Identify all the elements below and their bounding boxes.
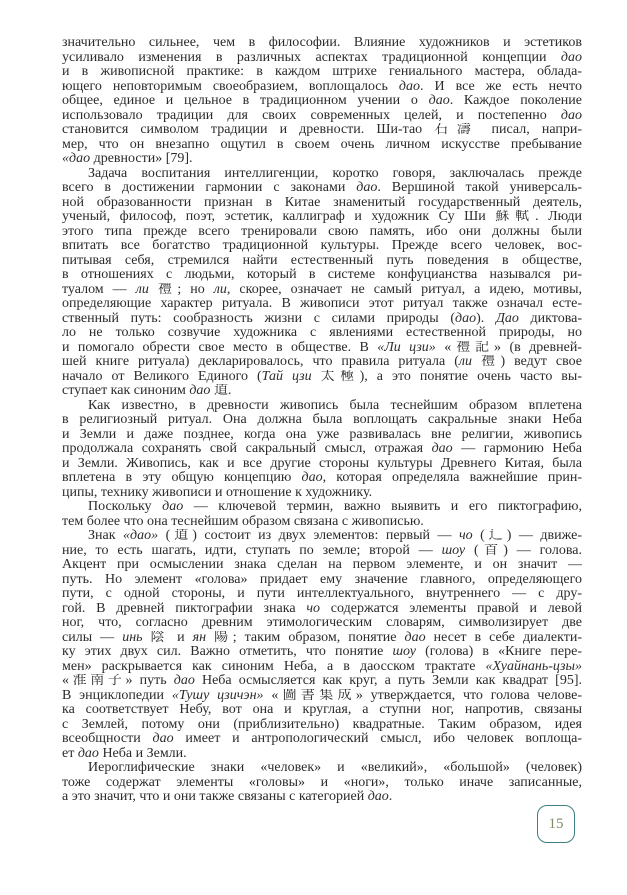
- text-run: тоже содержат элементы «головы» и «ноги», только иначе записанные,: [62, 775, 582, 790]
- text-run: — гармонию Неба: [452, 442, 582, 456]
- text-run: мер, что он внезапно ощутил в своем очень личном искусстве пребывание: [62, 137, 582, 152]
- italic-term: дао: [367, 790, 389, 804]
- italic-term: дао: [356, 181, 378, 195]
- italic-term: дао: [162, 500, 184, 514]
- italic-term: шоу: [441, 543, 466, 558]
- text-run: пути, с одной стороны, и пути интеллектуального, внутреннего — с дру-: [62, 587, 582, 601]
- text-run: Поскольку: [88, 500, 163, 514]
- text-run: Знак: [88, 529, 124, 543]
- text-run: ног, что, согласно древним этимологическим словарям, символизирует две: [62, 616, 582, 630]
- text-line: [62, 94, 582, 109]
- italic-term: дао: [560, 108, 582, 123]
- italic-term: «дао»: [123, 529, 159, 543]
- italic-term: дао: [77, 746, 99, 761]
- text-run: всеобщности: [62, 732, 153, 746]
- text-line: [62, 225, 582, 240]
- text-line: [62, 442, 582, 457]
- body-text: [62, 36, 582, 805]
- italic-term: «Ли цзи»: [377, 340, 436, 355]
- text-run: впитать все богатство традиционной культуры. Прежде всего человек, вос-: [62, 239, 582, 253]
- italic-term: ли: [135, 282, 149, 297]
- text-run: а это значит, что и они также связаны с категорией: [62, 790, 368, 804]
- text-run: ственный путь: сообразность жизни с силами природы (: [62, 311, 456, 326]
- text-run: имеет и антропологический смысл, ибо человек воплоща-: [173, 732, 582, 746]
- text-run: ученый, философ, поэт, эстетик, каллиграф и художник Су Ши 蘇軾. Люди: [62, 210, 582, 224]
- text-line: [62, 500, 582, 515]
- text-line: [62, 283, 582, 298]
- text-line: [62, 428, 582, 443]
- text-run: ющего неповторимым своеобразием, воплощалось: [62, 79, 399, 94]
- text-line: [62, 471, 582, 486]
- text-line: [62, 587, 582, 602]
- italic-term: Тай цзи: [261, 369, 312, 384]
- text-run: 陰 и: [142, 630, 193, 645]
- text-run: 禮) ведут свое: [471, 355, 582, 369]
- text-run: диктова-: [518, 311, 582, 326]
- text-line: [62, 515, 582, 530]
- text-run: .: [388, 790, 393, 804]
- text-run: «淮南子» путь: [62, 674, 174, 688]
- italic-term: чо: [306, 601, 321, 616]
- text-line: [62, 80, 582, 95]
- text-run: . Вершиной такой универсаль-: [377, 181, 582, 195]
- text-run: шей книге ритуала) декларировалось, что правила ритуала (: [62, 355, 459, 369]
- text-line: [62, 268, 582, 283]
- text-run: становится символом традиции и древности. Ши-тао 石濤 писал, напри-: [62, 123, 582, 137]
- text-run: «禮記» (в древней-: [435, 340, 582, 355]
- text-run: значительно сильнее, чем в философии. Влияние художников и эстетиков: [62, 36, 582, 50]
- text-run: тем более что она теснейшим образом связана с живописью.: [62, 514, 424, 529]
- text-run: Акцент при осмыслении знака сделан на первом элементе, и он значит —: [62, 558, 582, 572]
- text-line: [62, 138, 582, 153]
- text-line: [62, 747, 582, 762]
- italic-term: чо: [459, 529, 473, 543]
- italic-term: «дао: [62, 152, 91, 166]
- italic-term: дао: [152, 732, 174, 746]
- paragraph: [62, 500, 582, 529]
- text-run: ).: [476, 311, 496, 326]
- italic-term: дао: [431, 442, 453, 456]
- text-run: Неба и Земли.: [98, 746, 187, 761]
- page-number: 15: [548, 815, 564, 832]
- text-line: [62, 312, 582, 327]
- text-line: [62, 152, 582, 167]
- italic-term: ли: [458, 355, 472, 369]
- italic-term: ян: [192, 630, 207, 645]
- italic-term: дао: [404, 630, 426, 645]
- text-run: Как известно, в древности живопись была теснейшим образом вплетена: [88, 398, 582, 413]
- italic-term: «Хуайнань-цзы»: [485, 659, 582, 674]
- text-line: [62, 399, 582, 414]
- text-line: [62, 573, 582, 588]
- paragraph: [62, 399, 582, 501]
- text-run: ципы, технику живописи и отношение к художнику.: [62, 485, 373, 500]
- text-run: 太極), а это понятие очень часто вы-: [311, 369, 582, 384]
- text-run: — ключевой термин, важно выявить и его пиктографию,: [183, 500, 582, 514]
- text-line: [62, 413, 582, 428]
- text-run: древности» [79].: [90, 152, 193, 166]
- text-line: [62, 616, 582, 631]
- text-run: силы —: [62, 630, 123, 645]
- text-run: ло не только созвучие художника с явлениями естественной природы, но: [62, 326, 582, 340]
- text-run: Иероглифические знаки «человек» и «великий», «большой» (человек): [88, 761, 582, 775]
- text-run: и Земли. Живопись, как и все другие стороны культуры Древнего Китая, была: [62, 456, 582, 471]
- text-line: [62, 109, 582, 124]
- text-run: вплетена в эту общую концепцию: [62, 471, 302, 485]
- text-line: [62, 123, 582, 138]
- text-line: [62, 631, 582, 646]
- paragraph: [62, 167, 582, 399]
- italic-term: дао: [455, 311, 477, 326]
- text-line: [62, 544, 582, 559]
- italic-term: дао: [189, 384, 211, 398]
- text-run: (辶) — движе-: [472, 529, 582, 543]
- paragraph: [62, 761, 582, 805]
- text-run: использовало традиции для своих современных целей, и постепенно: [62, 108, 561, 123]
- page-number-badge: [537, 805, 575, 843]
- text-run: ной образованности признан в Китае знаменитый государственный деятель,: [62, 195, 582, 210]
- italic-term: Дао: [495, 311, 519, 326]
- text-line: [62, 196, 582, 211]
- text-run: этого типа прежде всего тренировали свою память, ибо они должны были: [62, 224, 582, 239]
- text-run: питывая себя, стремился найти естественный путь поведения в обществе,: [62, 253, 582, 268]
- text-run: (首) — голова.: [465, 543, 582, 558]
- text-run: гой. В древней пиктографии знака: [62, 601, 307, 616]
- text-line: [62, 689, 582, 704]
- text-line: [62, 558, 582, 573]
- text-line: [62, 181, 582, 196]
- text-run: «圖書集成» утверждается, что голова челове-: [263, 688, 582, 703]
- text-line: [62, 36, 582, 51]
- text-run: и в живописной практике: в каждом штрихе гениального мастера, облада-: [62, 65, 582, 79]
- text-line: [62, 51, 582, 66]
- text-run: (道) состоит из двух элементов: первый —: [158, 529, 459, 543]
- italic-term: дао: [560, 50, 582, 65]
- text-run: продолжала сохранять свой сакральный смысл, отражая: [62, 442, 432, 456]
- text-line: [62, 326, 582, 341]
- text-line: [62, 384, 582, 399]
- text-run: В энциклопедии: [62, 688, 172, 703]
- text-run: ступает как синоним: [62, 384, 190, 398]
- paragraph: [62, 529, 582, 761]
- text-run: и помогало обрести свое место в обществе. В: [62, 340, 378, 355]
- text-run: мен» раскрывается как синоним Неба, а в даосском трактате: [62, 659, 486, 674]
- text-run: несет в себе диалекти-: [425, 630, 582, 645]
- text-run: 陽; таким образом, понятие: [206, 630, 405, 645]
- text-line: [62, 341, 582, 356]
- text-run: . Каждое поколение: [449, 94, 582, 108]
- text-line: [62, 210, 582, 225]
- text-run: туалом —: [62, 282, 136, 297]
- text-run: , которая определяла важнейшие прин-: [322, 471, 582, 485]
- text-run: содержатся элементы правой и левой: [320, 601, 582, 616]
- italic-term: ли: [213, 282, 227, 297]
- text-run: и Земли и даже позднее, когда она уже развивалась вне религии, живопись: [62, 427, 582, 442]
- text-run: начало от Великого Единого (: [62, 369, 262, 384]
- text-line: [62, 297, 582, 312]
- text-run: Задача воспитания интеллигенции, коротко говоря, заключалась прежде: [88, 166, 582, 181]
- italic-term: инь: [122, 630, 143, 645]
- text-line: [62, 776, 582, 791]
- text-run: в религиозный ритуал. Она должна была воплощать сакральные знаки Неба: [62, 413, 582, 427]
- text-line: [62, 660, 582, 675]
- text-run: ет: [62, 746, 78, 761]
- text-run: (голова) в «Книге пере-: [415, 645, 582, 659]
- text-run: с Землей, потому они (приблизительно) квадратные. Таким образом, идея: [62, 717, 582, 732]
- text-run: ку этих двух сил. Важно отметить, что понятие: [62, 645, 393, 659]
- text-line: [62, 529, 582, 544]
- text-line: [62, 254, 582, 269]
- text-line: [62, 703, 582, 718]
- text-line: [62, 65, 582, 80]
- text-run: ние, то есть шагать, идти, ступать по земле; второй —: [62, 543, 442, 558]
- text-line: [62, 167, 582, 182]
- italic-term: шоу: [392, 645, 416, 659]
- text-line: [62, 355, 582, 370]
- text-line: [62, 457, 582, 472]
- italic-term: дао: [398, 79, 420, 94]
- text-run: Неба осмысляется как круг, а путь Земли как квадрат [95].: [194, 674, 582, 688]
- italic-term: «Тушу цзичэн»: [171, 688, 264, 703]
- text-run: ка соответствует Небу, вот она и круглая, а ступни ног, напротив, связаны: [62, 703, 582, 717]
- text-run: путь. Но элемент «голова» придает ему значение главного, определяющего: [62, 572, 582, 587]
- text-line: [62, 790, 582, 805]
- italic-term: дао: [301, 471, 323, 485]
- italic-term: дао: [173, 674, 195, 688]
- text-run: всего в достижении гармонии с законами: [62, 181, 357, 195]
- text-line: [62, 674, 582, 689]
- paragraph: [62, 36, 582, 167]
- italic-term: дао: [428, 94, 450, 108]
- text-line: [62, 370, 582, 385]
- text-run: общее, единое и цельное в традиционном учении о: [62, 94, 429, 108]
- text-line: [62, 718, 582, 733]
- text-line: [62, 239, 582, 254]
- text-line: [62, 486, 582, 501]
- text-run: 禮; но: [148, 282, 214, 297]
- text-line: [62, 761, 582, 776]
- text-run: в отношениях с людьми, который в системе конфуцианства назывался ри-: [62, 268, 582, 282]
- text-run: определяющие характер ритуала. В живописи этот ритуал также означал есте-: [62, 297, 582, 311]
- text-run: усиливало изменения в различных аспектах традиционной концепции: [62, 50, 561, 65]
- text-run: , скорее, означает не самый ритуал, а идею, мотивы,: [226, 282, 582, 297]
- text-run: 道.: [210, 384, 232, 398]
- text-line: [62, 732, 582, 747]
- text-line: [62, 602, 582, 617]
- text-run: . И все же есть нечто: [420, 79, 582, 94]
- text-line: [62, 645, 582, 660]
